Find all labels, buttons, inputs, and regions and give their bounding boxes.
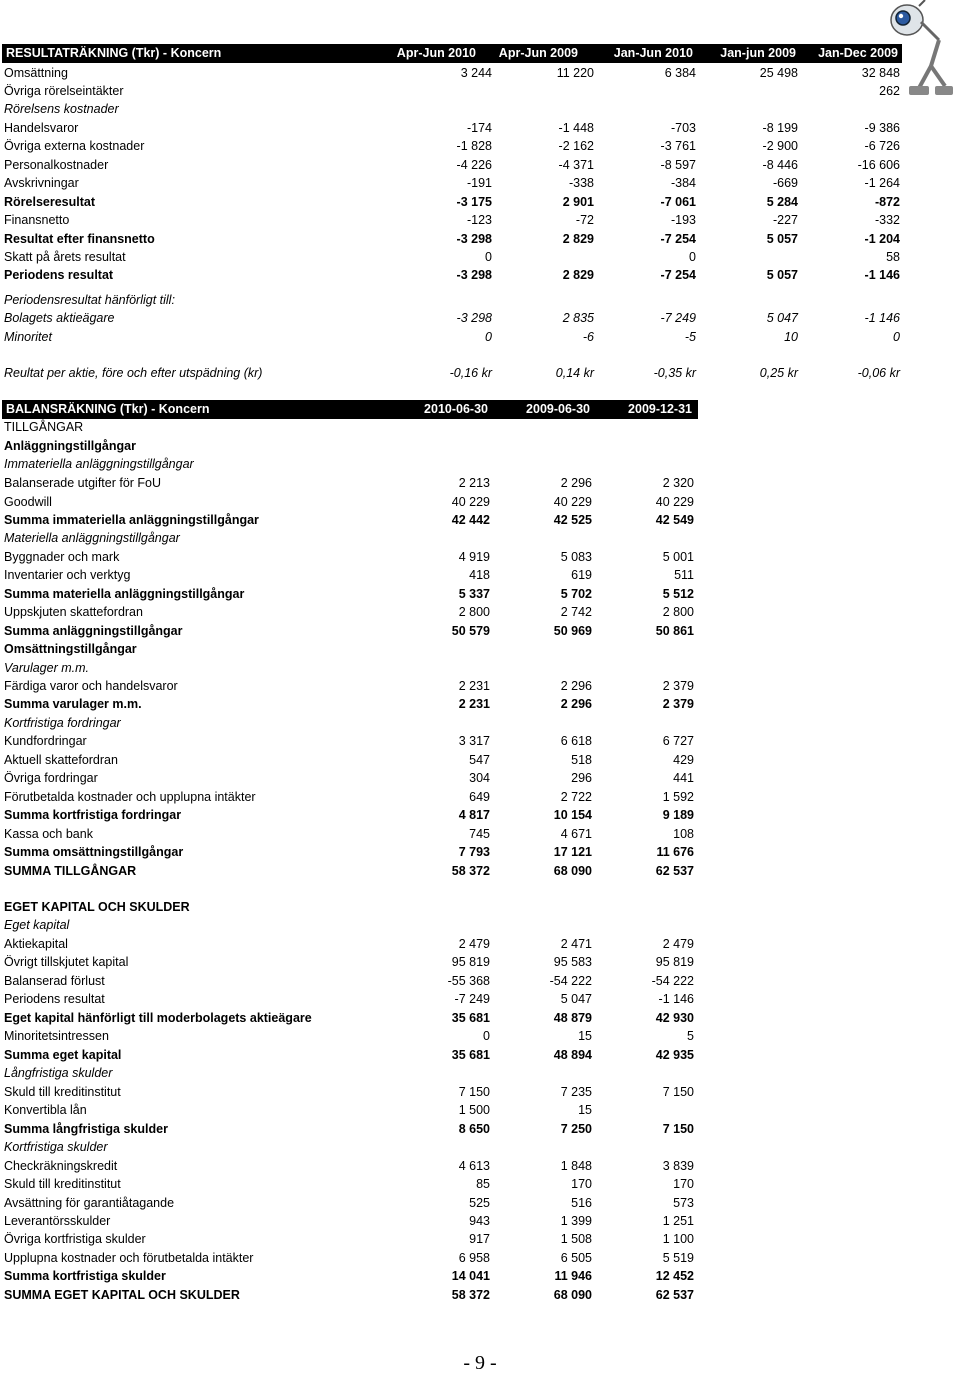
balance-row-label: Goodwill [4, 495, 52, 509]
balance-cell: 4 613 [458, 1159, 490, 1173]
income-cell: 32 848 [861, 66, 900, 80]
income-cell: 2 835 [562, 311, 594, 325]
robot-logo-icon [879, 0, 954, 105]
balance-cell: 9 189 [662, 808, 694, 822]
income-cell: -3 298 [456, 268, 492, 282]
income-cell: 2 901 [562, 195, 594, 209]
income-col-5: Jan-Dec 2009 [818, 46, 898, 60]
income-cell: -9 386 [864, 121, 900, 135]
balance-cell: -7 249 [454, 992, 490, 1006]
balance-cell: 917 [469, 1232, 490, 1246]
income-cell: 25 498 [759, 66, 798, 80]
balance-cell: 12 452 [655, 1269, 694, 1283]
balance-cell: 2 231 [458, 697, 490, 711]
balance-row-label: Checkräkningskredit [4, 1159, 118, 1173]
balance-cell: 1 399 [560, 1214, 592, 1228]
balance-cell: 40 229 [451, 495, 490, 509]
balance-row-label: Summa kortfristiga fordringar [4, 808, 182, 822]
balance-cell: 6 958 [458, 1251, 490, 1265]
balance-row-label: Skuld till kreditinstitut [4, 1177, 121, 1191]
balance-cell: 8 650 [458, 1122, 490, 1136]
balance-cell: 573 [673, 1196, 694, 1210]
balance-cell: 2 742 [560, 605, 592, 619]
balance-cell: 1 500 [458, 1103, 490, 1117]
income-cell: -2 900 [762, 139, 798, 153]
balance-cell: 11 676 [656, 845, 694, 859]
balance-cell: 11 946 [554, 1269, 592, 1283]
balance-row-label: Summa varulager m.m. [4, 697, 142, 711]
balance-title: BALANSRÄKNING (Tkr) - Koncern [6, 402, 210, 416]
balance-cell: 17 121 [553, 845, 592, 859]
balance-row-label: Uppskjuten skattefordran [4, 605, 143, 619]
balance-row-label: Leverantörsskulder [4, 1214, 111, 1228]
balance-cell: 2 722 [560, 790, 592, 804]
balance-row-label: Eget kapital hänförligt till moderbolagets aktieägare [4, 1011, 312, 1025]
income-row-label: Omsättning [4, 66, 68, 80]
income-cell: 0 [689, 250, 696, 264]
balance-row-label: Övrigt tillskjutet kapital [4, 955, 129, 969]
balance-cell: 745 [469, 827, 490, 841]
balance-cell: -54 222 [651, 974, 694, 988]
balance-cell: 429 [673, 753, 694, 767]
balance-cell: 50 969 [553, 624, 592, 638]
income-cell: -72 [575, 213, 594, 227]
income-cell: -1 146 [864, 311, 900, 325]
balance-cell: 6 727 [662, 734, 694, 748]
income-cell: 0,14 kr [555, 366, 594, 380]
balance-col-3: 2009-12-31 [628, 402, 692, 416]
balance-row-label: Kortfristiga skulder [4, 1140, 108, 1154]
balance-row-label: Aktiekapital [4, 937, 68, 951]
balance-cell: 10 154 [553, 808, 592, 822]
income-cell: -7 254 [660, 268, 696, 282]
balance-cell: -1 146 [658, 992, 694, 1006]
balance-cell: 5 083 [560, 550, 592, 564]
income-cell: -703 [670, 121, 696, 135]
balance-cell: 3 839 [662, 1159, 694, 1173]
balance-row-label: SUMMA TILLGÅNGAR [4, 864, 137, 878]
income-cell: -0,06 kr [857, 366, 900, 380]
balance-cell: 85 [476, 1177, 490, 1191]
balance-cell: 5 512 [662, 587, 694, 601]
balance-row-label: Skuld till kreditinstitut [4, 1085, 121, 1099]
income-cell: -4 226 [456, 158, 492, 172]
income-col-4: Jan-jun 2009 [720, 46, 796, 60]
income-row-label: Rörelsens kostnader [4, 102, 119, 116]
income-cell: -7 249 [660, 311, 696, 325]
balance-cell: 2 296 [560, 679, 592, 693]
balance-cell: 50 861 [655, 624, 694, 638]
income-row-label: Rörelseresultat [4, 195, 96, 209]
income-col-2: Apr-Jun 2009 [498, 46, 578, 60]
balance-cell: 58 372 [451, 1288, 490, 1302]
balance-cell: 2 479 [662, 937, 694, 951]
income-cell: -1 146 [864, 268, 900, 282]
balance-cell: 5 [687, 1029, 694, 1043]
balance-cell: 170 [571, 1177, 592, 1191]
balance-cell: 170 [673, 1177, 694, 1191]
income-cell: -8 597 [660, 158, 696, 172]
balance-row-label: Kundfordringar [4, 734, 87, 748]
balance-row-label: Inventarier och verktyg [4, 568, 131, 582]
income-cell: 262 [879, 84, 900, 98]
income-cell: -0,16 kr [449, 366, 492, 380]
balance-cell: 7 250 [560, 1122, 592, 1136]
balance-row-label: Minoritetsintressen [4, 1029, 109, 1043]
balance-row-label: Kortfristiga fordringar [4, 716, 121, 730]
balance-row-label: Aktuell skattefordran [4, 753, 118, 767]
income-row-label: Handelsvaror [4, 121, 79, 135]
income-cell: -7 061 [660, 195, 696, 209]
balance-row-label: Förutbetalda kostnader och upplupna intäkter [4, 790, 256, 804]
balance-row-label: EGET KAPITAL OCH SKULDER [4, 900, 190, 914]
balance-cell: 42 930 [655, 1011, 694, 1025]
income-row-label: Finansnetto [4, 213, 70, 227]
balance-row-label: Anläggningstillgångar [4, 439, 136, 453]
balance-row-label: Varulager m.m. [4, 661, 89, 675]
balance-cell: 2 471 [560, 937, 592, 951]
income-cell: -1 204 [864, 232, 900, 246]
balance-cell: 3 317 [458, 734, 490, 748]
balance-row-label: Eget kapital [4, 918, 70, 932]
income-cell: -4 371 [558, 158, 594, 172]
income-row-label: Övriga externa kostnader [4, 139, 145, 153]
balance-cell: 4 817 [458, 808, 490, 822]
balance-cell: 42 935 [655, 1048, 694, 1062]
balance-row-label: Kassa och bank [4, 827, 93, 841]
balance-cell: 62 537 [655, 864, 694, 878]
balance-cell: 296 [571, 771, 592, 785]
balance-cell: 511 [674, 568, 694, 582]
balance-row-label: Summa materiella anläggningstillgångar [4, 587, 245, 601]
balance-cell: 1 508 [560, 1232, 592, 1246]
income-cell: -332 [874, 213, 900, 227]
income-cell: 3 244 [460, 66, 492, 80]
income-col-1: Apr-Jun 2010 [396, 46, 476, 60]
balance-cell: 40 229 [655, 495, 694, 509]
balance-row-label: Summa kortfristiga skulder [4, 1269, 166, 1283]
income-cell: 5 057 [766, 232, 798, 246]
balance-col-2: 2009-06-30 [526, 402, 590, 416]
balance-cell: 42 549 [655, 513, 694, 527]
balance-cell: 68 090 [553, 864, 592, 878]
balance-cell: -55 368 [447, 974, 490, 988]
balance-cell: 0 [483, 1029, 490, 1043]
income-cell: 0,25 kr [759, 366, 798, 380]
income-cell: -1 264 [864, 176, 900, 190]
income-cell: -193 [670, 213, 696, 227]
balance-row-label: Summa eget kapital [4, 1048, 122, 1062]
balance-row-label: Summa immateriella anläggningstillgångar [4, 513, 259, 527]
income-row-label: Bolagets aktieägare [4, 311, 115, 325]
balance-cell: 2 479 [458, 937, 490, 951]
income-cell: -5 [684, 330, 696, 344]
balance-cell: 304 [469, 771, 490, 785]
income-row-label: Reultat per aktie, före och efter utspädning (kr) [4, 366, 263, 380]
balance-cell: -54 222 [549, 974, 592, 988]
income-cell: -1 828 [456, 139, 492, 153]
income-cell: 5 057 [766, 268, 798, 282]
income-cell: -6 726 [864, 139, 900, 153]
balance-row-label: Periodens resultat [4, 992, 105, 1006]
balance-cell: 4 919 [458, 550, 490, 564]
income-cell: -384 [670, 176, 696, 190]
balance-cell: 2 296 [560, 476, 592, 490]
income-cell: -227 [772, 213, 798, 227]
balance-cell: 418 [469, 568, 490, 582]
income-cell: 58 [886, 250, 900, 264]
income-row-label: Periodensresultat hänförligt till: [4, 293, 175, 307]
balance-cell: 1 251 [662, 1214, 694, 1228]
income-cell: 5 047 [766, 311, 798, 325]
income-cell: -174 [466, 121, 492, 135]
balance-cell: 441 [673, 771, 694, 785]
balance-cell: 40 229 [553, 495, 592, 509]
balance-cell: 14 041 [451, 1269, 490, 1283]
income-cell: -8 446 [762, 158, 798, 172]
balance-cell: 7 150 [458, 1085, 490, 1099]
balance-row-label: Balanserad förlust [4, 974, 105, 988]
income-row-label: Avskrivningar [4, 176, 79, 190]
income-cell: 2 829 [562, 232, 594, 246]
balance-cell: 2 379 [662, 679, 694, 693]
income-row-label: Skatt på årets resultat [4, 250, 126, 264]
balance-cell: 108 [673, 827, 694, 841]
balance-row-label: TILLGÅNGAR [4, 420, 84, 434]
balance-cell: 547 [469, 753, 490, 767]
balance-row-label: Summa långfristiga skulder [4, 1122, 168, 1136]
income-cell: -3 175 [456, 195, 492, 209]
balance-row-label: SUMMA EGET KAPITAL OCH SKULDER [4, 1288, 240, 1302]
balance-cell: 2 213 [458, 476, 490, 490]
balance-cell: 95 819 [655, 955, 694, 969]
balance-cell: 2 379 [662, 697, 694, 711]
income-cell: 0 [893, 330, 900, 344]
balance-col-1: 2010-06-30 [424, 402, 488, 416]
balance-row-label: Byggnader och mark [4, 550, 120, 564]
balance-row-label: Långfristiga skulder [4, 1066, 113, 1080]
balance-cell: 6 618 [560, 734, 592, 748]
balance-row-label: Summa omsättningstillgångar [4, 845, 184, 859]
income-cell: -338 [568, 176, 594, 190]
income-title: RESULTATRÄKNING (Tkr) - Koncern [6, 46, 222, 60]
balance-row-label: Materiella anläggningstillgångar [4, 531, 180, 545]
balance-cell: 95 583 [553, 955, 592, 969]
balance-cell: 5 519 [662, 1251, 694, 1265]
balance-cell: 1 592 [662, 790, 694, 804]
balance-row-label: Färdiga varor och handelsvaror [4, 679, 178, 693]
balance-cell: 518 [571, 753, 592, 767]
balance-cell: 42 442 [451, 513, 490, 527]
balance-cell: 68 090 [553, 1288, 592, 1302]
balance-cell: 2 231 [458, 679, 490, 693]
balance-cell: 516 [571, 1196, 592, 1210]
income-cell: 2 829 [562, 268, 594, 282]
balance-cell: 48 879 [553, 1011, 592, 1025]
income-cell: -669 [772, 176, 798, 190]
income-cell: 6 384 [664, 66, 696, 80]
balance-row-label: Avsättning för garantiåtagande [4, 1196, 175, 1210]
balance-row-label: Övriga kortfristiga skulder [4, 1232, 146, 1246]
income-col-3: Jan-Jun 2010 [613, 46, 693, 60]
balance-cell: 15 [578, 1029, 592, 1043]
income-cell: -1 448 [558, 121, 594, 135]
balance-cell: 58 372 [451, 864, 490, 878]
balance-cell: 5 702 [560, 587, 592, 601]
balance-cell: 7 150 [662, 1122, 694, 1136]
income-cell: -0,35 kr [653, 366, 696, 380]
income-cell: -16 606 [857, 158, 900, 172]
income-cell: -2 162 [558, 139, 594, 153]
balance-cell: 1 100 [662, 1232, 694, 1246]
balance-cell: 62 537 [655, 1288, 694, 1302]
income-cell: 5 284 [766, 195, 798, 209]
income-cell: 11 220 [556, 66, 594, 80]
income-row-label: Resultat efter finansnetto [4, 232, 155, 246]
balance-cell: 5 337 [458, 587, 490, 601]
income-cell: -8 199 [762, 121, 798, 135]
income-row-label: Periodens resultat [4, 268, 114, 282]
balance-cell: 619 [571, 568, 592, 582]
balance-cell: 50 579 [451, 624, 490, 638]
income-header [2, 44, 902, 63]
balance-cell: 2 800 [662, 605, 694, 619]
balance-cell: 7 793 [458, 845, 490, 859]
balance-cell: 15 [578, 1103, 592, 1117]
balance-cell: 2 320 [662, 476, 694, 490]
balance-cell: 4 671 [560, 827, 592, 841]
balance-cell: 5 001 [662, 550, 694, 564]
balance-header [2, 400, 698, 419]
balance-cell: 5 047 [560, 992, 592, 1006]
income-cell: -123 [466, 213, 492, 227]
balance-cell: 6 505 [560, 1251, 592, 1265]
income-row-label: Övriga rörelseintäkter [4, 84, 124, 98]
balance-row-label: Omsättningstillgångar [4, 642, 137, 656]
balance-row-label: Immateriella anläggningstillgångar [4, 457, 194, 471]
income-cell: -3 298 [456, 311, 492, 325]
balance-row-label: Upplupna kostnader och förutbetalda intäkter [4, 1251, 254, 1265]
income-cell: -7 254 [660, 232, 696, 246]
balance-cell: 649 [469, 790, 490, 804]
income-cell: -3 761 [660, 139, 696, 153]
balance-cell: 7 235 [560, 1085, 592, 1099]
balance-cell: 2 296 [560, 697, 592, 711]
balance-row-label: Konvertibla lån [4, 1103, 87, 1117]
balance-cell: 48 894 [553, 1048, 592, 1062]
balance-row-label: Summa anläggningstillgångar [4, 624, 183, 638]
income-cell: -872 [874, 195, 900, 209]
balance-cell: 42 525 [553, 513, 592, 527]
income-cell: 0 [485, 250, 492, 264]
balance-cell: 2 800 [458, 605, 490, 619]
income-cell: -6 [582, 330, 594, 344]
income-row-label: Minoritet [4, 330, 52, 344]
income-cell: -191 [466, 176, 492, 190]
income-cell: 0 [485, 330, 492, 344]
balance-cell: 95 819 [451, 955, 490, 969]
balance-cell: 525 [469, 1196, 490, 1210]
income-row-label: Personalkostnader [4, 158, 109, 172]
balance-row-label: Balanserade utgifter för FoU [4, 476, 162, 490]
balance-cell: 1 848 [560, 1159, 592, 1173]
income-cell: 10 [784, 330, 798, 344]
balance-cell: 943 [469, 1214, 490, 1228]
page-number: - 9 - [463, 1352, 497, 1374]
balance-cell: 35 681 [451, 1011, 490, 1025]
balance-cell: 35 681 [451, 1048, 490, 1062]
balance-cell: 7 150 [662, 1085, 694, 1099]
balance-row-label: Övriga fordringar [4, 771, 98, 785]
income-cell: -3 298 [456, 232, 492, 246]
